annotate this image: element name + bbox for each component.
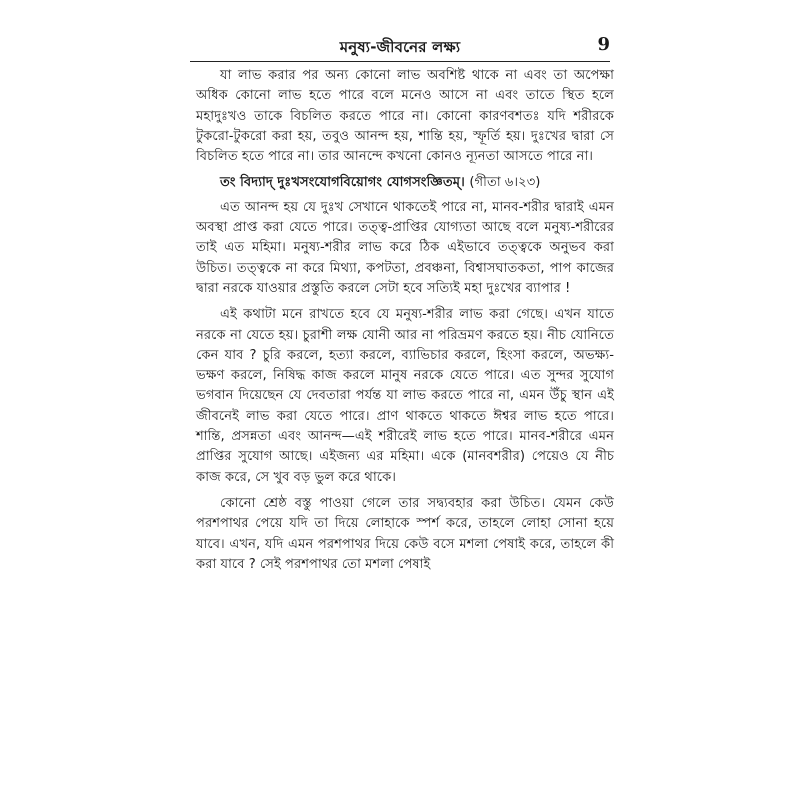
body-text <box>196 66 614 581</box>
running-header-title: মনুষ্য-জীবনের লক্ষ্য <box>339 38 461 56</box>
page-number: 9 <box>597 34 610 55</box>
paragraph: যা লাভ করার পর অন্য কোনো লাভ অবশিষ্ট থাকে না এবং তা অপেক্ষা অধিক কোনো লাভ হতে পারে বলে মনেও আসে না এবং তাতে স্থিত হলে মহাদুঃখও তাকে বিচলিত করতে পারে না। কোনো কারণবশতঃ যদি শরীরকে টুকরো-টুকরো করা হয়, তবুও আনন্দ হয়, শান্তি হয়, স্ফূর্তি হয়। দুঃখের দ্বারা সে বিচলিত হতে পারে না। তার আনন্দে কখনো কোনও ন্যূনতা আসতে পারে না। <box>196 68 614 165</box>
paragraph: কোনো শ্রেষ্ঠ বস্তু পাওয়া গেলে তার সদ্ব্যবহার করা উচিত। যেমন কেউ পরশপাথর পেয়ে যদি তা দিয়ে লোহাকে স্পর্শ করে, তাহলে লোহা সোনা হয়ে যাবে। এখন, যদি এমন পরশপাথর দিয়ে কেউ বসে মশলা পেষাই করে, তাহলে কী করা যাবে ? সেই পরশপাথর তো মশলা পেষাই <box>196 495 614 572</box>
paragraph: এত আনন্দ হয় যে দুঃখ সেখানে থাকতেই পারে না, মানব-শরীর দ্বারাই এমন অবস্থা প্রাপ্ত করা যেতে পারে। তত্ত্ব-প্রাপ্তির যোগ্যতা আছে বলে মনুষ্য-শরীরের তাই এত মহিমা। মনুষ্য-শরীর লাভ করে ঠিক এইভাবে তত্ত্বকে অনুভব করা উচিত। তত্ত্বকে না করে মিথ্যা, কপটতা, প্রবঞ্চনা, বিশ্বাসঘাতকতা, পাপ কাজের দ্বারা নরকে যাওয়ার প্রস্তুতি করলে সেটা হবে সত্যিই মহা দুঃখের ব্যাপার ! <box>196 199 614 296</box>
verse-text: তং বিদ্যাদ্ দুঃখসংযোগবিয়োগং যোগসংজ্ঞিতম্। <box>220 175 465 191</box>
header-rule <box>190 61 610 62</box>
paragraph: এই কথাটা মনে রাখতে হবে যে মনুষ্য-শরীর লাভ করা গেছে। এখন যাতে নরকে না যেতে হয়। চুরাশী লক্ষ যোনী আর না পরিভ্রমণ করতে হয়। নীচ যোনিতে কেন যাব ? চুরি করলে, হত্যা করলে, ব্যাভিচার করলে, হিংসা করলে, অভক্ষ্য-ভক্ষণ করলে, নিষিদ্ধ কাজ করলে মানুষ নরকে যেতে পারে। এত সুন্দর সুযোগ ভগবান দিয়েছেন যে দেবতারা পর্যন্ত যা লাভ করতে পারে না, এমন উঁচু স্থান এই জীবনেই লাভ করা যেতে পারে। প্রাণ থাকতে থাকতে ঈশ্বর লাভ হতে পারে। শান্তি, প্রসন্নতা এবং আনন্দ—এই শরীরেই লাভ হতে পারে। মানব-শরীরে এমন প্রাপ্তির সুযোগ আছে। এইজন্য এর মহিমা। একে (মানবশরীর) পেয়েও যে নীচ কাজ করে, সে খুব বড় ভুল করে থাকে। <box>196 307 614 485</box>
running-header <box>190 34 610 60</box>
verse-reference: (গীতা ৬।২৩) <box>469 175 541 191</box>
verse-quote <box>196 173 614 193</box>
